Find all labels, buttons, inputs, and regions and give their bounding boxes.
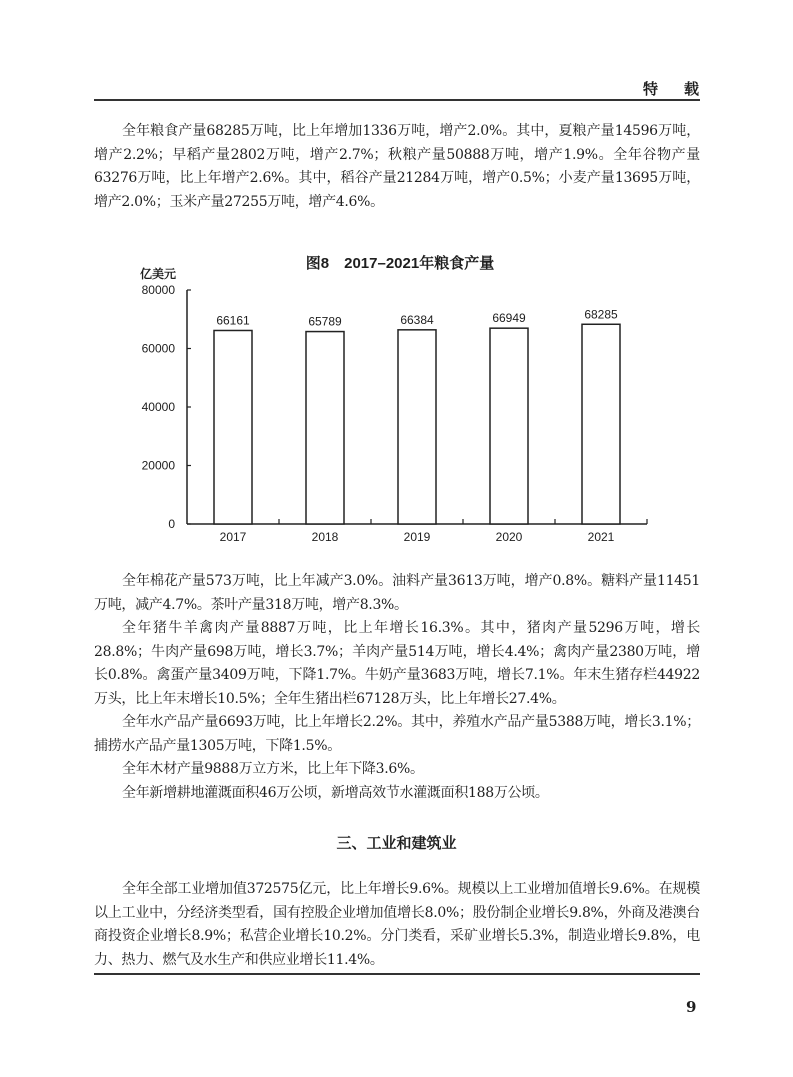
paragraph-irrigation: 全年新增耕地灌溉面积46万公顷，新增高效节水灌溉面积188万公顷。 — [122, 785, 549, 801]
chart-plot-area — [142, 283, 647, 544]
chart-title: 图8 2017–2021年粮食产量 — [305, 255, 495, 272]
running-header-title: 特载 — [642, 80, 725, 98]
bar-value-label: 66949 — [492, 311, 526, 326]
x-tick-label: 2017 — [219, 530, 247, 544]
bar-2019 — [398, 330, 436, 524]
paragraph-cotton: 全年棉花产量573万吨，比上年减产3.0%。油料产量3613万吨，增产0.8%。糖料产量11451万吨，减产4.7%。茶叶产量318万吨，增产8.3%。 — [94, 573, 700, 613]
paragraph-industry: 全年全部工业增加值372575亿元，比上年增长9.6%。规模以上工业增加值增长9.6%。在规模以上工业中，分经济类型看，国有控股企业增加值增长8.0%；股份制企业增长9.8%，外商及港澳台商投资企业增长8.9%；私营企业增长10.2%。分门类看，采矿业增长5.3%，制造业增长9.8%，电力、热力、燃气及水生产和供应业增长11.4%。 — [94, 881, 700, 968]
y-tick-label: 0 — [168, 517, 175, 531]
y-axis-label: 亿美元 — [139, 267, 177, 281]
bar-2020 — [490, 328, 528, 524]
y-tick-label: 20000 — [141, 458, 175, 473]
y-tick-label: 40000 — [141, 400, 175, 414]
x-tick-label: 2018 — [311, 530, 339, 544]
paragraph-aquatic: 全年水产品产量6693万吨，比上年增长2.2%。其中，养殖水产品产量5388万吨，增长3.1%；捕捞水产品产量1305万吨，下降1.5%。 — [94, 714, 700, 754]
bar-2021 — [582, 324, 620, 524]
grain-output-bar-chart — [0, 240, 793, 550]
footer-rule — [94, 973, 700, 975]
bar-value-label: 68285 — [584, 307, 618, 322]
bar-value-label: 66384 — [400, 312, 434, 327]
header-rule — [94, 99, 700, 101]
x-tick-label: 2019 — [403, 530, 431, 544]
paragraph-grain: 全年粮食产量68285万吨，比上年增加1336万吨，增产2.0%。其中，夏粮产量14596万吨，增产2.2%；早稻产量2802万吨，增产2.7%；秋粮产量50888万吨，增产1.9%。全年谷物产量63276万吨，比上年增产2.6%。其中，稻谷产量21284万吨，增产0.5%；小麦产量13695万吨，增产2.0%；玉米产量27255万吨，增产4.6%。 — [94, 123, 700, 210]
y-tick-label: 80000 — [141, 283, 175, 297]
paragraph-timber: 全年木材产量9888万立方米，比上年下降3.6%。 — [122, 761, 424, 777]
y-tick-label: 60000 — [141, 341, 175, 356]
paragraph-meat: 全年猪牛羊禽肉产量8887万吨，比上年增长16.3%。其中，猪肉产量5296万吨，增长28.8%；牛肉产量698万吨，增长3.7%；羊肉产量514万吨，增长4.4%；禽肉产量2380万吨，增长0.8%。禽蛋产量3409万吨，下降1.7%。牛奶产量3683万吨，增长7.1%。年末生猪存栏44922万头，比上年末增长10.5%；全年生猪出栏67128万头，比上年增长27.4%。 — [94, 620, 700, 707]
section-title: 三、工业和建筑业 — [336, 834, 457, 852]
bar-2018 — [306, 332, 344, 524]
x-tick-label: 2021 — [587, 530, 615, 544]
x-tick-label: 2020 — [495, 530, 523, 544]
bar-value-label: 65789 — [308, 314, 342, 329]
bar-value-label: 66161 — [216, 313, 250, 328]
bar-2017 — [214, 330, 252, 524]
page-number: 9 — [686, 998, 697, 1016]
